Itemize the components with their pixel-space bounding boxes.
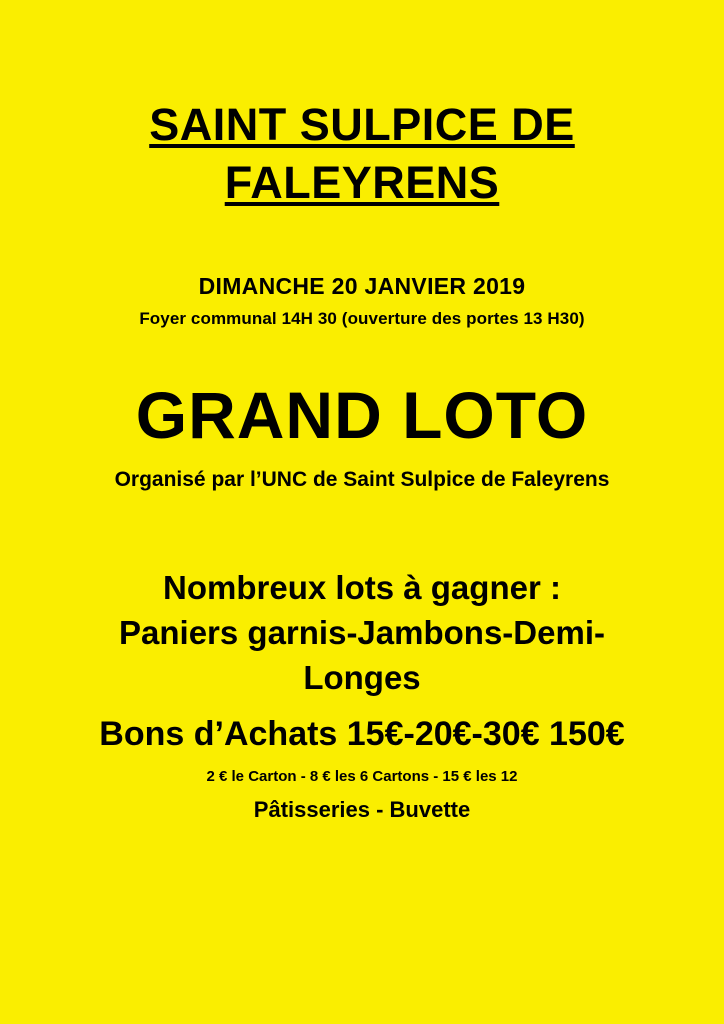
- poster-title: [24, 0, 700, 211]
- prizes-block: [24, 566, 700, 823]
- title-line-2: [24, 154, 700, 212]
- title-line-2-text: FALEYRENS: [224, 156, 500, 208]
- event-organizer: Organisé par l’UNC de Saint Sulpice de Faleyrens: [114, 468, 610, 492]
- prizes-vouchers: Bons d’Achats 15€-20€-30€ 150€: [99, 715, 625, 754]
- title-line-1: [24, 96, 700, 154]
- title-line-1-text: SAINT SULPICE DE: [149, 99, 575, 150]
- prizes-line-2: Paniers garnis-Jambons-Demi-: [119, 614, 605, 652]
- prizes-line-1: Nombreux lots à gagner :: [163, 569, 561, 607]
- refreshments: Pâtisseries - Buvette: [253, 797, 471, 823]
- ticket-pricing: 2 € le Carton - 8 € les 6 Cartons - 15 € les 12: [206, 768, 518, 786]
- prizes-line-3: Longes: [303, 658, 421, 696]
- event-date: DIMANCHE 20 JANVIER 2019: [198, 273, 526, 300]
- event-headline: GRAND LOTO: [135, 378, 589, 453]
- event-venue-time: Foyer communal 14H 30 (ouverture des portes 13 H30): [139, 309, 585, 329]
- event-date-block: [24, 273, 700, 329]
